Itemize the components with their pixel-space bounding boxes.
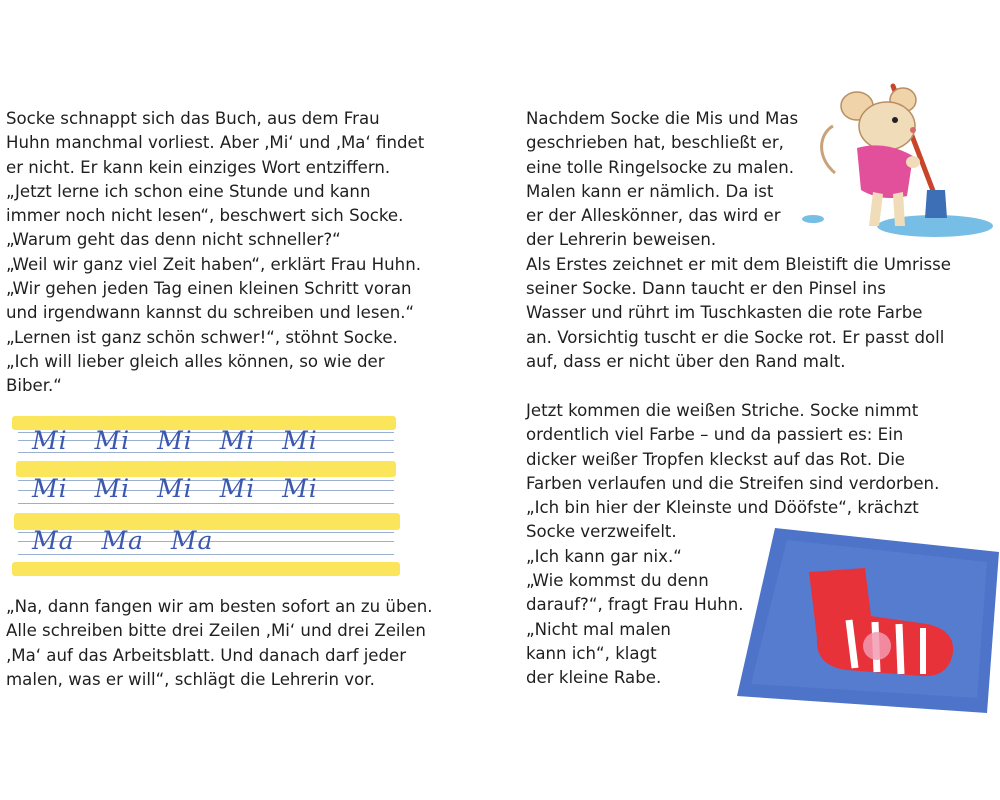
- text-line: „Wir gehen jeden Tag einen kleinen Schritt voran: [6, 279, 412, 299]
- text-line: Biber.“: [6, 376, 62, 396]
- text-line: ordentlich viel Farbe – und da passiert es: Ein: [526, 425, 904, 445]
- text-line: dicker weißer Tropfen kleckst auf das Rot. Die: [526, 449, 906, 469]
- handwriting-row: Ma Ma Ma: [32, 526, 214, 555]
- text-line: „Nicht mal malen: [526, 619, 671, 639]
- text-line: „Weil wir ganz viel Zeit haben“, erklärt Frau Huhn.: [6, 254, 421, 274]
- paintbrush-bristles: [925, 190, 947, 218]
- text-line: und irgendwann kannst du schreiben und lesen.“: [6, 303, 415, 323]
- mouse-body: [857, 145, 913, 198]
- text-line: Huhn manchmal vorliest. Aber ‚Mi‘ und ‚Ma‘ findet: [6, 133, 425, 153]
- text-line: der kleine Rabe.: [526, 668, 662, 688]
- text-line: er der Alleskönner, das wird er: [526, 206, 781, 226]
- mouse-tail: [822, 126, 835, 173]
- text-line: Malen kann er nämlich. Da ist: [526, 181, 774, 201]
- text-line: an. Vorsichtig tuscht er die Socke rot. Er passt doll: [526, 327, 945, 347]
- text-line: Als Erstes zeichnet er mit dem Bleistift die Umrisse: [526, 254, 951, 274]
- mouse-hand: [906, 156, 920, 168]
- text-line: Socke schnappt sich das Buch, aus dem Frau: [6, 109, 380, 128]
- text-line: er nicht. Er kann kein einziges Wort entziffern.: [6, 157, 391, 177]
- text-line: „Ich will lieber gleich alles können, so wie der: [6, 351, 385, 371]
- mouse-painting-illustration: [795, 78, 995, 243]
- text-line: Jetzt kommen die weißen Striche. Socke nimmt: [526, 401, 919, 420]
- text-line: darauf?“, fragt Frau Huhn.: [526, 595, 744, 615]
- left-paragraph-1: [6, 107, 424, 399]
- rule-line: [18, 503, 394, 504]
- text-line: Nachdem Socke die Mis und Mas: [526, 109, 799, 128]
- text-line: „Warum geht das denn nicht schneller?“: [6, 230, 341, 250]
- text-line: malen, was er will“, schlägt die Lehrerin vor.: [6, 669, 375, 689]
- text-line: Wasser und rührt im Tuschkasten die rote Farbe: [526, 303, 923, 323]
- handwriting-row: Mi Mi Mi Mi Mi: [32, 426, 318, 455]
- text-line: „Ich bin hier der Kleinste und Dööfste“, krächzt: [526, 498, 919, 518]
- text-line: Farben verlaufen und die Streifen sind verdorben.: [526, 473, 940, 493]
- text-line: „Ich kann gar nix.“: [526, 546, 682, 566]
- mouse-head: [859, 102, 915, 150]
- left-paragraph-2: [6, 595, 433, 692]
- text-line: immer noch nicht lesen“, beschwert sich Socke.: [6, 206, 404, 226]
- paint-blot: [863, 632, 891, 660]
- mouse-eye: [892, 117, 898, 123]
- text-line: kann ich“, klagt: [526, 643, 657, 663]
- mouse-nose: [910, 127, 916, 133]
- text-line: der Lehrerin beweisen.: [526, 230, 717, 250]
- text-line: „Na, dann fangen wir am besten sofort an zu üben.: [6, 597, 433, 616]
- sock-stripe: [899, 624, 901, 674]
- water-puddle: [877, 215, 993, 237]
- text-line: ‚Ma‘ auf das Arbeitsblatt. Und danach darf jeder: [6, 645, 407, 665]
- text-line: „Jetzt lerne ich schon eine Stunde und kann: [6, 181, 371, 201]
- handwriting-practice-sheet: [12, 410, 404, 576]
- water-splash: [802, 215, 824, 223]
- text-line: Socke verzweifelt.: [526, 522, 677, 542]
- handwriting-row: Mi Mi Mi Mi Mi: [32, 474, 318, 503]
- text-line: Alle schreiben bitte drei Zeilen ‚Mi‘ und drei Zeilen: [6, 621, 426, 641]
- text-line: „Wie kommst du denn: [526, 571, 709, 591]
- text-line: seiner Socke. Dann taucht er den Pinsel ins: [526, 279, 886, 299]
- text-line: geschrieben hat, beschließt er,: [526, 133, 784, 153]
- text-line: auf, dass er nicht über den Rand malt.: [526, 351, 846, 371]
- mouse-leg: [893, 192, 905, 226]
- sock-painting-illustration: [737, 528, 999, 713]
- highlighter-band: [12, 562, 400, 576]
- text-line: eine tolle Ringelsocke zu malen.: [526, 157, 795, 177]
- text-line: „Lernen ist ganz schön schwer!“, stöhnt Socke.: [6, 327, 398, 347]
- mouse-leg: [869, 192, 883, 226]
